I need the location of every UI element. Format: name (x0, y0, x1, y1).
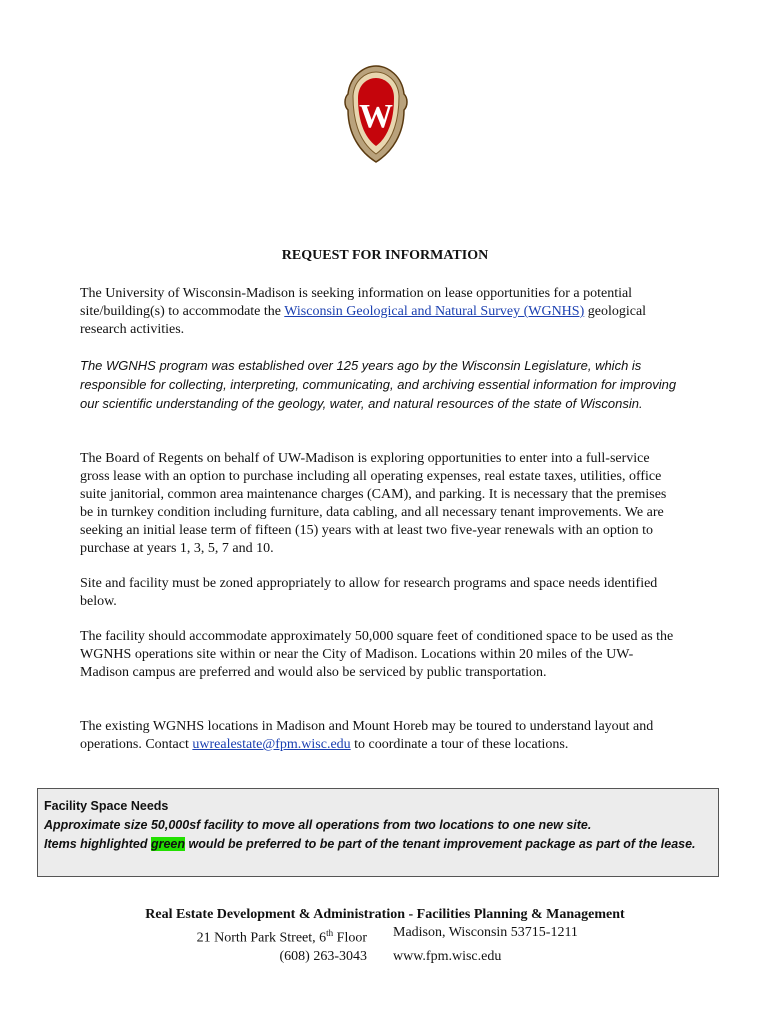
footer-street (177, 924, 393, 948)
wgnhs-link[interactable]: Wisconsin Geological and Natural Survey (WGNHS) (284, 304, 585, 319)
board-of-regents-paragraph: The Board of Regents on behalf of UW-Madison is exploring opportunities to enter into a full-service gross lease with an option to purchase including all operating expenses, real estate taxes, utilities, office suite janitorial, common area maintenance charges (CAM), and parking. It is necessary that the premises be in turnkey condition including furniture, data cabling, and all necessary tenant improvements. We are seeking an initial lease term of fifteen (15) years with at least two five-year renewals with an option to purchase at years 1, 3, 5, 7 and 10. (80, 451, 667, 556)
wgnhs-description-paragraph: The WGNHS program was established over 125 years ago by the Wisconsin Legislature, which is responsible for collecting, interpreting, communicating, and archiving essential information for improving our scientific understanding of the geology, water, and natural resources of the state of Wisconsin. (80, 358, 677, 411)
intro-text-before: The University of Wisconsin-Madison is seeking information on lease opportunities for a potential site/building(s) to accommodate the (80, 286, 633, 319)
box-line-after: would be preferred to be part of the tenant improvement package as part of the lease. (185, 837, 696, 851)
box-heading: Facility Space Needs (44, 799, 169, 813)
footer (0, 906, 770, 966)
footer-org: Real Estate Development & Administration - Facilities Planning & Management (145, 907, 625, 922)
intro-paragraph (80, 285, 680, 339)
email-link[interactable]: uwrealestate@fpm.wisc.edu (192, 737, 351, 752)
zoning-paragraph: Site and facility must be zoned appropriately to allow for research programs and space needs identified below. (80, 576, 658, 609)
green-highlight: green (150, 837, 185, 851)
document-title: REQUEST FOR INFORMATION (281, 248, 489, 263)
footer-contact-row (0, 948, 770, 966)
footer-address-row (0, 924, 770, 948)
box-line-size: Approximate size 50,000sf facility to move all operations from two locations to one new site. (44, 818, 592, 832)
facility-space-needs-box (37, 788, 719, 877)
box-line-before: Items highlighted (44, 837, 151, 851)
street-text: 21 North Park Street, 6 (196, 930, 327, 946)
footer-web[interactable]: www.fpm.wisc.edu (393, 948, 502, 964)
uw-crest-logo (342, 64, 410, 164)
box-line-highlight (44, 835, 712, 854)
footer-phone: (608) 263-3043 (279, 948, 367, 964)
facility-paragraph: The facility should accommodate approximately 50,000 square feet of conditioned space to be used as the WGNHS operations site within or near the City of Madison. Locations within 20 miles of the UW-Madison campus are preferred and would also be serviced by public transportation. (80, 629, 674, 680)
tour-paragraph (80, 718, 680, 754)
tour-text-before: The existing WGNHS locations in Madison and Mount Horeb may be toured to understand layout and operations. Contact (80, 719, 654, 752)
crest-letter: W (359, 98, 393, 135)
intro-text-after: geological research activities. (80, 304, 647, 337)
street-floor: Floor (333, 930, 367, 946)
footer-city: Madison, Wisconsin 53715-1211 (393, 925, 578, 940)
street-ordinal: th (326, 928, 334, 938)
tour-text-after: to coordinate a tour of these locations. (350, 737, 569, 752)
